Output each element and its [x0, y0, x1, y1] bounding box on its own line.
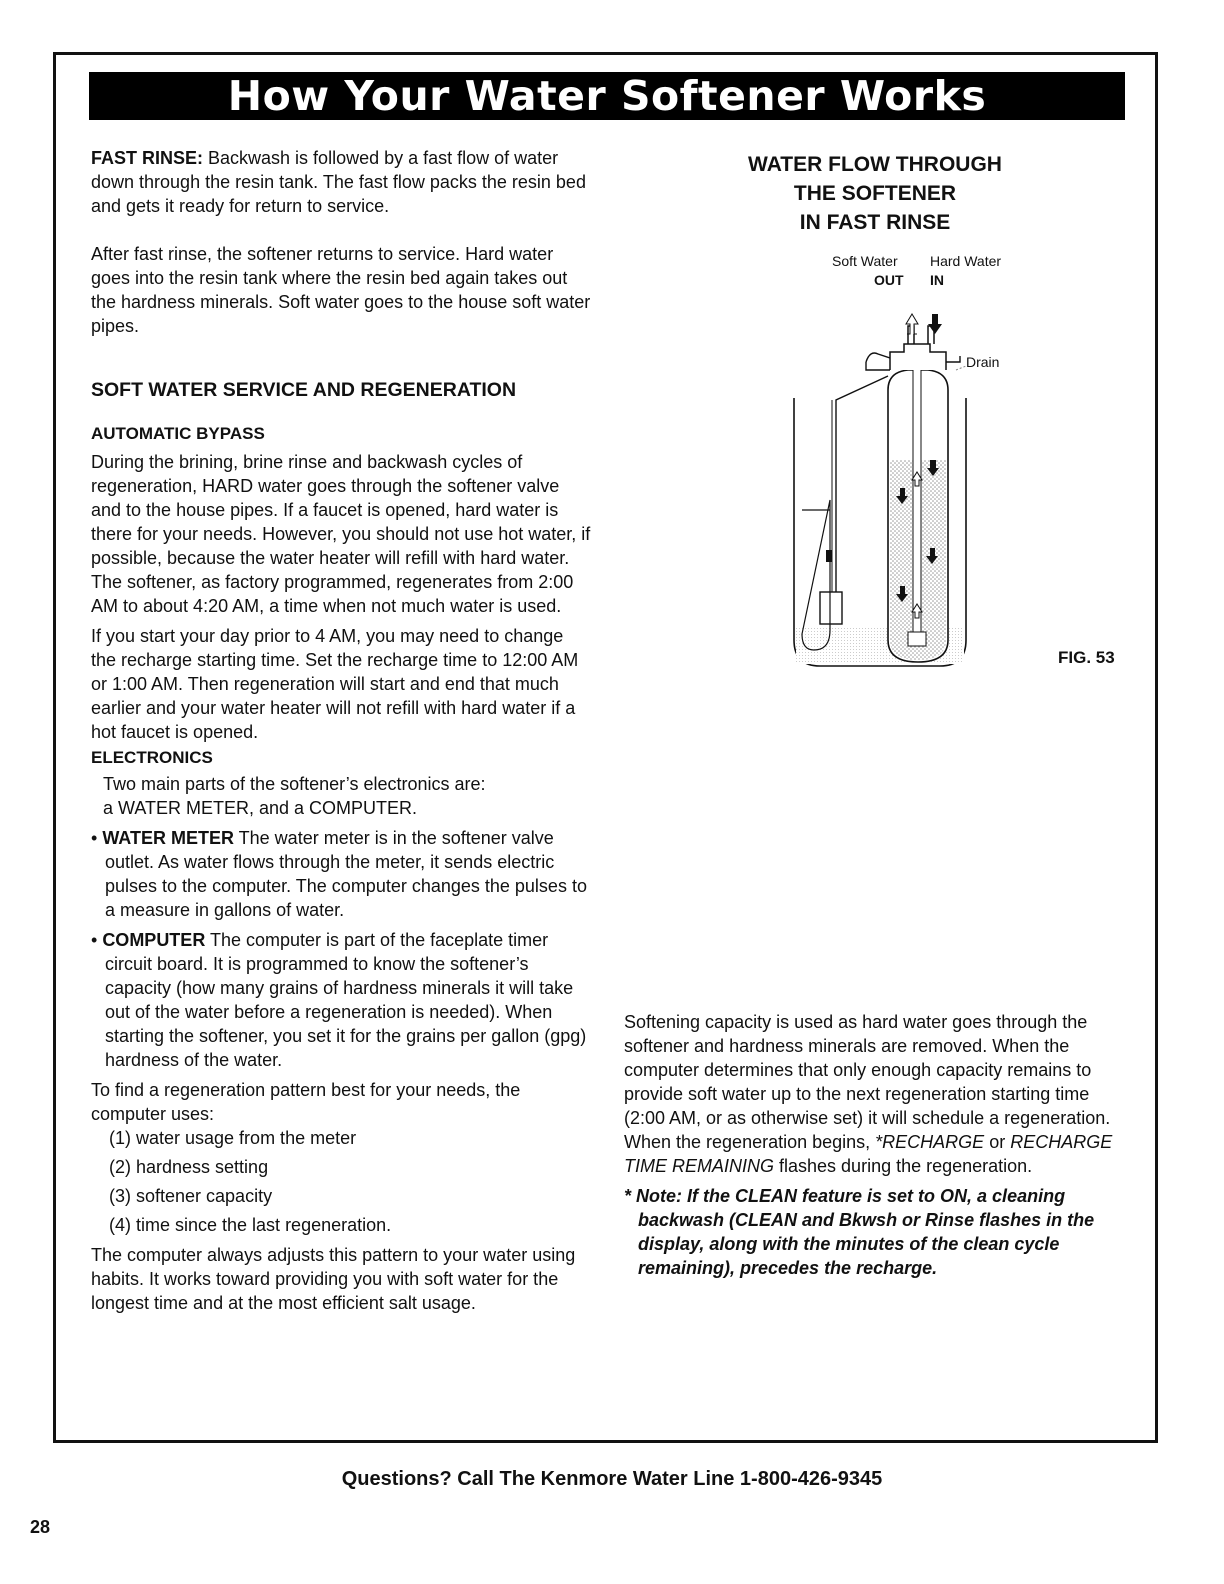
recharge-text: *RECHARGE: [875, 1132, 985, 1152]
brine-valve: [866, 353, 890, 362]
use-item-4: (4) time since the last regeneration.: [109, 1215, 392, 1235]
flashes-text: flashes during the regeneration.: [774, 1156, 1033, 1176]
capacity-paragraph: [624, 1010, 1124, 1178]
brine-line: [836, 376, 888, 620]
figure-title-line-3: IN FAST RINSE: [799, 211, 951, 234]
in-label: IN: [930, 272, 944, 288]
hard-water-text: Hard Water: [930, 253, 1002, 269]
water-meter-item: • WATER METER The water meter is in the softener valve outlet. As water flows through the meter, it sends electric pulses to the computer. The computer changes the pulses to a measure in gallons of water.: [91, 828, 587, 920]
recharge-time-remaining-text: RECHARGE TIME REMAINING: [624, 1132, 1113, 1176]
capacity-text: Softening capacity is used as hard water goes through the softener and hardness minerals are removed. When the computer determines that only enough capacity remains to provide soft water up to the next regeneration starting time (2:00 AM, or as otherwise set) it will schedule a regeneration. When the regeneration begins,: [624, 1012, 1111, 1152]
soft-water-label: [832, 252, 904, 290]
use-item-1: (1) water usage from the meter: [109, 1128, 357, 1148]
use-item-2: (2) hardness setting: [109, 1157, 269, 1177]
page-title: How Your Water Softener Works: [89, 72, 1125, 120]
brine-well-float: [820, 592, 842, 624]
brine-well: [802, 500, 830, 650]
electronics-intro-2: a WATER METER, and a COMPUTER.: [103, 798, 418, 818]
water-meter-text: The water meter is in the softener valve outlet. As water flows through the meter, it sends electric pulses to the computer. The computer changes the pulses to a measure in gallons of water.: [105, 828, 587, 920]
out-label: OUT: [874, 272, 904, 288]
section-title: SOFT WATER SERVICE AND REGENERATION: [91, 379, 517, 401]
bypass-title: AUTOMATIC BYPASS: [91, 424, 265, 443]
softener-diagram: [780, 300, 980, 675]
drain-flow: [956, 366, 966, 370]
computer-item: • COMPUTER The computer is part of the faceplate timer circuit board. It is programmed to know the softener’s capacity (how many grains of hardness minerals it will take out of the water before a regeneration is needed). When starting the softener, you set it for the grains per gallon (gpg) hardness of the water.: [91, 930, 587, 1070]
hard-water-label: [930, 252, 1001, 290]
fast-rinse-label: FAST RINSE:: [91, 148, 204, 168]
electronics-intro-1: Two main parts of the softener’s electronics are:: [103, 774, 486, 794]
page-number: 28: [30, 1517, 51, 1537]
electronics-title: ELECTRONICS: [91, 748, 213, 767]
fast-rinse-text: Backwash is followed by a fast flow of water down through the resin tank. The fast flow packs the resin bed and gets it ready for return to service.: [91, 148, 586, 216]
clean-note: * Note: If the CLEAN feature is set to ON, a cleaning backwash (CLEAN and Bkwsh or Rinse flashes in the display, along with the minutes of the clean cycle remaining), precedes the recharge.: [624, 1186, 1095, 1278]
valve-head: [890, 344, 946, 370]
hard-water-in-arrow: [928, 314, 942, 334]
footer-hotline: Questions? Call The Kenmore Water Line 1-800-426-9345: [341, 1468, 883, 1490]
left-column: [91, 146, 591, 1315]
figure-title-line-1: WATER FLOW THROUGH: [748, 153, 1002, 176]
use-item-3: (3) softener capacity: [109, 1186, 273, 1206]
closing-paragraph: The computer always adjusts this pattern to your water using habits. It works toward providing you with soft water for the longest time and at the most efficient salt usage.: [91, 1245, 576, 1313]
float-indicator: [826, 550, 832, 562]
bottom-distributor: [908, 632, 926, 646]
bypass-paragraph-2: If you start your day prior to 4 AM, you may need to change the recharge starting time. Set the recharge time to 12:00 AM or 1:00 AM. Then regeneration will start and end that much earlier and your water heater will not refill with hard water if a hot faucet is opened.: [91, 626, 579, 742]
figure-title: [730, 150, 1020, 237]
distributor-tube: [913, 352, 921, 642]
or-text: or: [984, 1132, 1011, 1152]
computer-text: The computer is part of the faceplate timer circuit board. It is programmed to know the softener’s capacity (how many grains of hardness minerals it will take out of the water before a regeneration is needed). When starting the softener, you set it for the grains per gallon (gpg) hardness of the water.: [105, 930, 587, 1070]
right-column: [624, 1010, 1124, 1280]
figure-number: FIG. 53: [1058, 648, 1115, 667]
after-rinse-paragraph: After fast rinse, the softener returns to service. Hard water goes into the resin tank where the resin bed again takes out the hardness minerals. Soft water goes to the house soft water pipes.: [91, 244, 591, 336]
pattern-intro: To find a regeneration pattern best for your needs, the computer uses:: [91, 1080, 521, 1124]
figure-title-line-2: THE SOFTENER: [793, 182, 957, 205]
computer-label: COMPUTER: [102, 930, 206, 950]
water-meter-label: WATER METER: [102, 828, 234, 848]
drain-label: Drain: [966, 354, 1000, 370]
soft-water-text: Soft Water: [832, 253, 898, 269]
drain-tube: [946, 356, 960, 362]
bypass-paragraph-1: During the brining, brine rinse and backwash cycles of regeneration, HARD water goes through the softener valve and to the house pipes. If a faucet is opened, hard water is there for your needs. However, you should not use hot water, if possible, because the water heater will refill with hard water. The softener, as factory programmed, regenerates from 2:00 AM to about 4:20 AM, a time when not much water is used.: [91, 452, 591, 616]
fast-rinse-paragraph: [91, 146, 591, 218]
